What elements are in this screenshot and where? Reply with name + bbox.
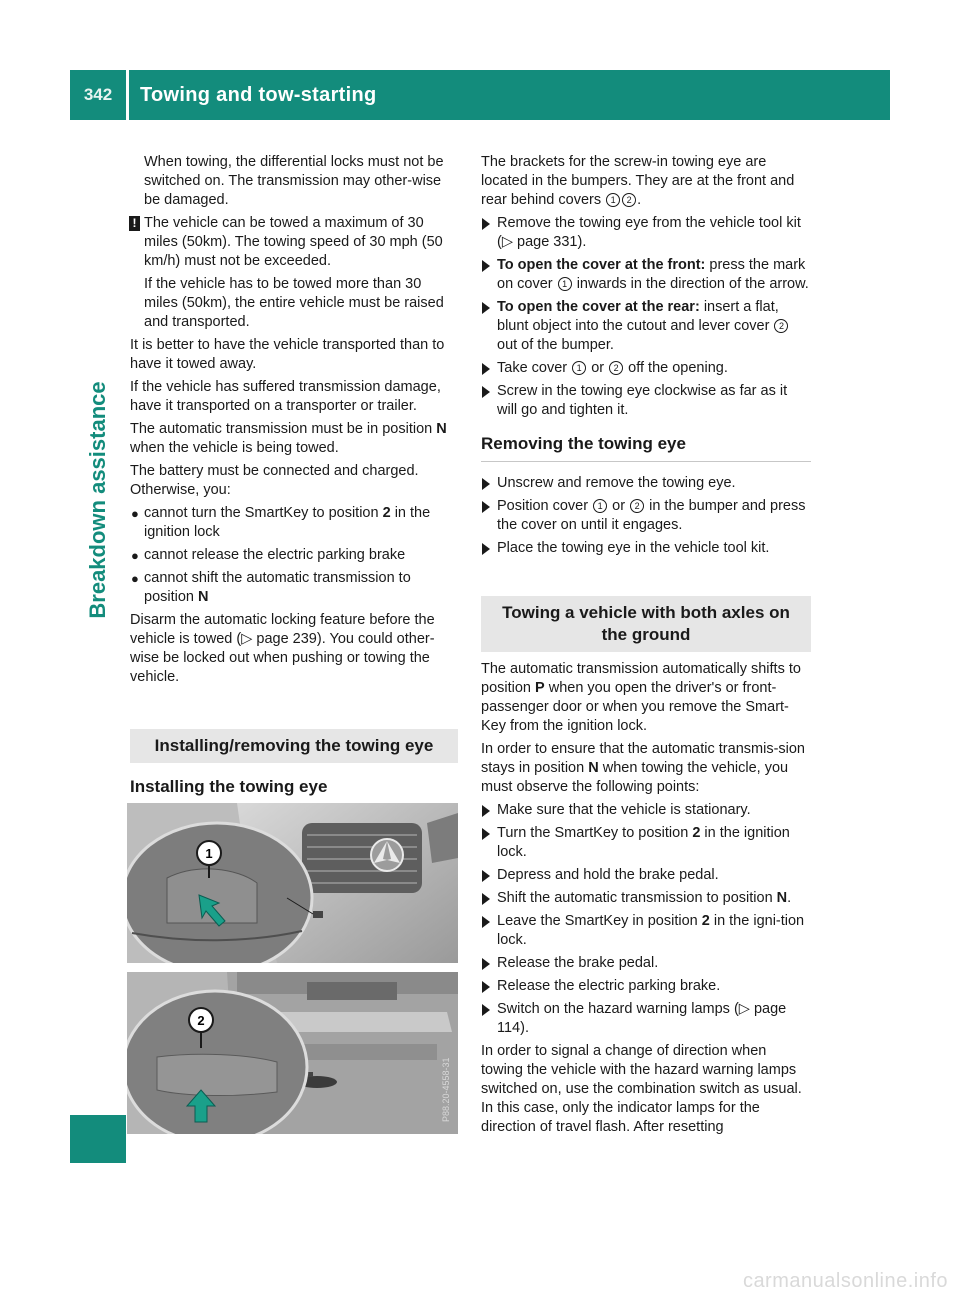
figure-code: P88.20-4558-31	[441, 1057, 451, 1122]
section-heading: Towing a vehicle with both axles on the ground	[481, 596, 811, 652]
paragraph: The automatic transmission automatically shifts to position P when you open the driver's or front-passenger door or when you remove the Smart-Key from the ignition lock.	[481, 661, 801, 734]
step-arrow-icon	[482, 828, 490, 840]
warning-text-1: The vehicle can be towed a maximum of 30 miles (50km). The towing speed of 30 mph (50 km/h) must not be exceeded.	[144, 215, 443, 269]
step-arrow-icon	[482, 543, 490, 555]
page-title: Towing and tow-starting	[140, 84, 377, 106]
side-tab-label: Breakdown assistance	[85, 381, 110, 619]
step-arrow-icon	[482, 302, 490, 314]
step-arrow-icon	[482, 386, 490, 398]
callout-1-label: 1	[205, 846, 213, 861]
step-arrow-icon	[482, 805, 490, 817]
paragraph: In order to signal a change of direction when towing the vehicle with the hazard warning lamps switched on, use the combination switch as usual. In this case, only the indicator lamps for the direction of travel flash. After resetting	[481, 1043, 802, 1135]
step-item: Switch on the hazard warning lamps (▷ page 114).	[481, 1000, 811, 1038]
warning-icon: !	[129, 216, 140, 231]
cover-1-icon: 1	[572, 361, 586, 375]
intro-paragraph: When towing, the differential locks must not be switched on. The transmission may other-wise be damaged.	[144, 154, 444, 208]
list-item: ● cannot turn the SmartKey to position 2 in the ignition lock	[131, 505, 431, 540]
bullet-icon: ●	[131, 571, 139, 586]
sub-heading: Installing the towing eye	[130, 777, 458, 805]
step-arrow-icon	[482, 958, 490, 970]
step-item: Make sure that the vehicle is stationary.	[481, 801, 811, 820]
sub-heading: Removing the towing eye	[481, 434, 811, 462]
paragraph: The automatic transmission must be in position N when the vehicle is being towed.	[130, 421, 447, 456]
step-item: Shift the automatic transmission to position N.	[481, 889, 811, 908]
cover-1-icon: 1	[593, 499, 607, 513]
step-item: Take cover 1 or 2 off the opening.	[481, 359, 811, 378]
paragraph: Disarm the automatic locking feature before the vehicle is towed (▷ page 239). You could other-wise be locked out when pushing or towing the vehicle.	[130, 612, 435, 685]
step-item: Release the electric parking brake.	[481, 977, 811, 996]
step-arrow-icon	[482, 478, 490, 490]
step-item: Place the towing eye in the vehicle tool kit.	[481, 539, 811, 558]
paragraph: In order to ensure that the automatic transmis-sion stays in position N when towing the vehicle, you must observe the following points:	[481, 741, 805, 795]
cover-1-icon: 1	[606, 193, 620, 207]
step-item: Depress and hold the brake pedal.	[481, 866, 811, 885]
step-arrow-icon	[482, 260, 490, 272]
paragraph: If the vehicle has suffered transmission damage, have it transported on a transporter or trailer.	[130, 379, 441, 414]
section-heading: Installing/removing the towing eye	[130, 729, 458, 763]
list-item: ● cannot release the electric parking brake	[131, 547, 406, 563]
step-arrow-icon	[482, 916, 490, 928]
step-item: To open the cover at the rear: insert a flat, blunt object into the cutout and lever cover 2 out of the bumper.	[481, 298, 811, 355]
front-bumper-figure	[127, 803, 458, 963]
step-arrow-icon	[482, 893, 490, 905]
page-number: 342	[83, 85, 113, 104]
step-item: Remove the towing eye from the vehicle tool kit (▷ page 331).	[481, 214, 811, 252]
step-arrow-icon	[482, 981, 490, 993]
side-tab-block	[70, 1115, 126, 1163]
header-divider	[126, 70, 129, 120]
step-arrow-icon	[482, 363, 490, 375]
watermark: carmanualsonline.info	[742, 1270, 948, 1292]
step-arrow-icon	[482, 218, 490, 230]
step-item: Position cover 1 or 2 in the bumper and press the cover on until it engages.	[481, 497, 811, 535]
left-column	[130, 153, 458, 817]
step-item: Leave the SmartKey in position 2 in the igni-tion lock.	[481, 912, 811, 950]
paragraph: It is better to have the vehicle transported than to have it towed away.	[130, 337, 445, 372]
warning-note	[130, 214, 458, 332]
step-item: Turn the SmartKey to position 2 in the ignition lock.	[481, 824, 811, 862]
rear-bumper-figure	[127, 972, 458, 1134]
bullet-icon: ●	[131, 548, 139, 563]
step-item: To open the cover at the front: press the mark on cover 1 inwards in the direction of the arrow.	[481, 256, 811, 294]
cover-2-icon: 2	[622, 193, 636, 207]
callout-2-label: 2	[197, 1013, 205, 1028]
paragraph: The brackets for the screw-in towing eye are located in the bumpers. They are at the front and rear behind covers 1 2 .	[481, 154, 795, 208]
cover-1-icon: 1	[558, 277, 572, 291]
step-arrow-icon	[482, 501, 490, 513]
step-arrow-icon	[482, 1004, 490, 1016]
warning-text-2: If the vehicle has to be towed more than 30 miles (50km), the entire vehicle must be raised and transported.	[144, 276, 444, 330]
cover-2-icon: 2	[630, 499, 644, 513]
paragraph: The battery must be connected and charged. Otherwise, you:	[130, 463, 419, 498]
step-item: Release the brake pedal.	[481, 954, 811, 973]
cover-2-icon: 2	[609, 361, 623, 375]
right-column	[481, 153, 811, 1141]
step-item: Unscrew and remove the towing eye.	[481, 474, 811, 493]
list-item: ● cannot shift the automatic transmission to position N	[131, 570, 411, 605]
cover-2-icon: 2	[774, 319, 788, 333]
bullet-icon: ●	[131, 506, 139, 521]
side-tab	[70, 122, 126, 1162]
step-item: Screw in the towing eye clockwise as far as it will go and tighten it.	[481, 382, 811, 420]
step-arrow-icon	[482, 870, 490, 882]
